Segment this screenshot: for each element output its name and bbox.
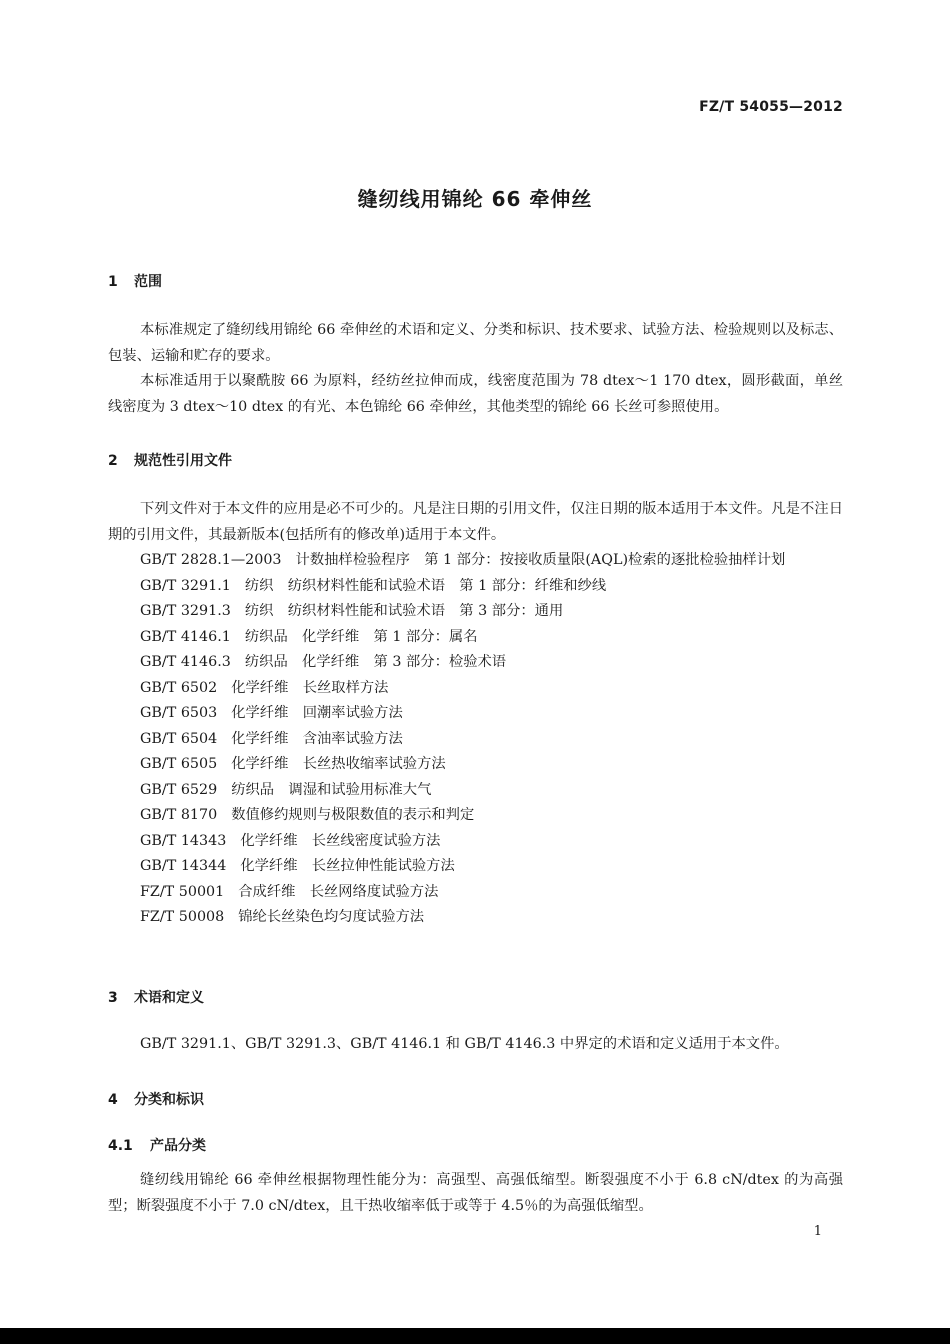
reference-title: 纺织 纺织材料性能和试验术语 第 1 部分：纤维和纱线 bbox=[244, 577, 607, 594]
reference-code: GB/T 6502 bbox=[140, 679, 218, 696]
reference-title: 化学纤维 回潮率试验方法 bbox=[231, 705, 403, 721]
reference-item bbox=[108, 829, 843, 855]
reference-code: GB/T 6503 bbox=[140, 705, 218, 721]
section-4-1-paragraph-1: 缝纫线用锦纶 66 牵伸丝根据物理性能分为：高强型、高强低缩型。断裂强度不小于 6.8 cN/dtex 的为高强型；断裂强度不小于 7.0 cN/dtex，且干热收缩率低于或等于 4.5％的为高强低缩型。 bbox=[108, 1172, 843, 1214]
section-4-heading bbox=[108, 1089, 204, 1109]
subsection-title: 产品分类 bbox=[150, 1138, 206, 1154]
section-title: 规范性引用文件 bbox=[134, 453, 232, 469]
reference-item bbox=[108, 905, 843, 931]
section-title: 范围 bbox=[134, 274, 162, 290]
section-number: 2 bbox=[108, 453, 118, 469]
section-3-heading bbox=[108, 987, 204, 1007]
reference-title: 合成纤维 长丝网络度试验方法 bbox=[238, 883, 439, 900]
reference-item bbox=[108, 599, 843, 625]
reference-code: GB/T 6505 bbox=[140, 756, 218, 772]
reference-code: GB/T 3291.1 bbox=[140, 577, 231, 594]
reference-item bbox=[108, 625, 843, 651]
reference-item bbox=[108, 854, 843, 880]
reference-title: 计数抽样检验程序 第 1 部分：按接收质量限(AQL)检索的逐批检验抽样计划 bbox=[295, 552, 786, 568]
document-code: FZ/T 54055—2012 bbox=[699, 99, 843, 115]
reference-title: 化学纤维 长丝热收缩率试验方法 bbox=[231, 756, 446, 772]
section-title: 分类和标识 bbox=[134, 1092, 204, 1108]
reference-title: 纺织品 化学纤维 第 3 部分：检验术语 bbox=[244, 654, 507, 670]
section-number: 4 bbox=[108, 1092, 118, 1108]
section-title: 术语和定义 bbox=[134, 990, 204, 1006]
reference-title: 化学纤维 含油率试验方法 bbox=[231, 730, 403, 747]
reference-item bbox=[108, 574, 843, 600]
section-2-heading bbox=[108, 450, 232, 470]
reference-code: GB/T 6504 bbox=[140, 730, 218, 747]
reference-item bbox=[108, 650, 843, 676]
reference-title: 纺织品 化学纤维 第 1 部分：属名 bbox=[244, 628, 478, 645]
bottom-edge-bar bbox=[0, 1328, 950, 1344]
subsection-number: 4.1 bbox=[108, 1138, 133, 1154]
reference-code: GB/T 14343 bbox=[140, 832, 227, 849]
reference-code: GB/T 4146.3 bbox=[140, 654, 231, 670]
reference-title: 锦纶长丝染色均匀度试验方法 bbox=[238, 909, 425, 925]
reference-item bbox=[108, 727, 843, 753]
document-title: 缝纫线用锦纶 66 牵伸丝 bbox=[357, 187, 593, 211]
reference-title: 化学纤维 长丝取样方法 bbox=[231, 679, 389, 696]
section-1-paragraph-2: 本标准适用于以聚酰胺 66 为原料，经纺丝拉伸而成，线密度范围为 78 dtex～1 170 dtex，圆形截面，单丝线密度为 3 dtex～10 dtex 的有光、本色锦纶 66 牵伸丝，其他类型的锦纶 66 长丝可参照使用。 bbox=[108, 373, 843, 415]
reference-code: GB/T 3291.3 bbox=[140, 603, 231, 619]
reference-code: GB/T 8170 bbox=[140, 807, 218, 823]
reference-title: 纺织 纺织材料性能和试验术语 第 3 部分：通用 bbox=[244, 603, 564, 619]
section-4-1-heading bbox=[108, 1135, 206, 1155]
section-1-paragraph-1: 本标准规定了缝纫线用锦纶 66 牵伸丝的术语和定义、分类和标识、技术要求、试验方法、检验规则以及标志、包装、运输和贮存的要求。 bbox=[108, 322, 843, 364]
reference-item bbox=[108, 803, 843, 829]
reference-code: GB/T 4146.1 bbox=[140, 628, 231, 645]
reference-item bbox=[108, 778, 843, 804]
reference-code: GB/T 2828.1—2003 bbox=[140, 552, 282, 568]
reference-title: 化学纤维 长丝拉伸性能试验方法 bbox=[240, 858, 455, 874]
section-1-heading bbox=[108, 271, 162, 291]
reference-code: FZ/T 50001 bbox=[140, 883, 225, 900]
section-2-paragraph-1: 下列文件对于本文件的应用是必不可少的。凡是注日期的引用文件，仅注日期的版本适用于本文件。凡是不注日期的引用文件，其最新版本(包括所有的修改单)适用于本文件。 bbox=[108, 501, 843, 543]
section-3-paragraph-1: GB/T 3291.1、GB/T 3291.3、GB/T 4146.1 和 GB/T 4146.3 中界定的术语和定义适用于本文件。 bbox=[140, 1036, 789, 1052]
section-number: 3 bbox=[108, 990, 118, 1006]
reference-code: GB/T 6529 bbox=[140, 781, 218, 798]
reference-title: 纺织品 调湿和试验用标准大气 bbox=[231, 781, 432, 798]
reference-item bbox=[108, 676, 843, 702]
section-number: 1 bbox=[108, 274, 118, 290]
page-number: 1 bbox=[813, 1224, 822, 1239]
reference-code: FZ/T 50008 bbox=[140, 909, 225, 925]
reference-item bbox=[108, 548, 843, 574]
reference-code: GB/T 14344 bbox=[140, 858, 227, 874]
reference-title: 数值修约规则与极限数值的表示和判定 bbox=[231, 807, 475, 823]
reference-item bbox=[108, 701, 843, 727]
reference-item bbox=[108, 752, 843, 778]
normative-references-list bbox=[108, 548, 843, 931]
reference-item bbox=[108, 880, 843, 906]
reference-title: 化学纤维 长丝线密度试验方法 bbox=[240, 832, 441, 849]
